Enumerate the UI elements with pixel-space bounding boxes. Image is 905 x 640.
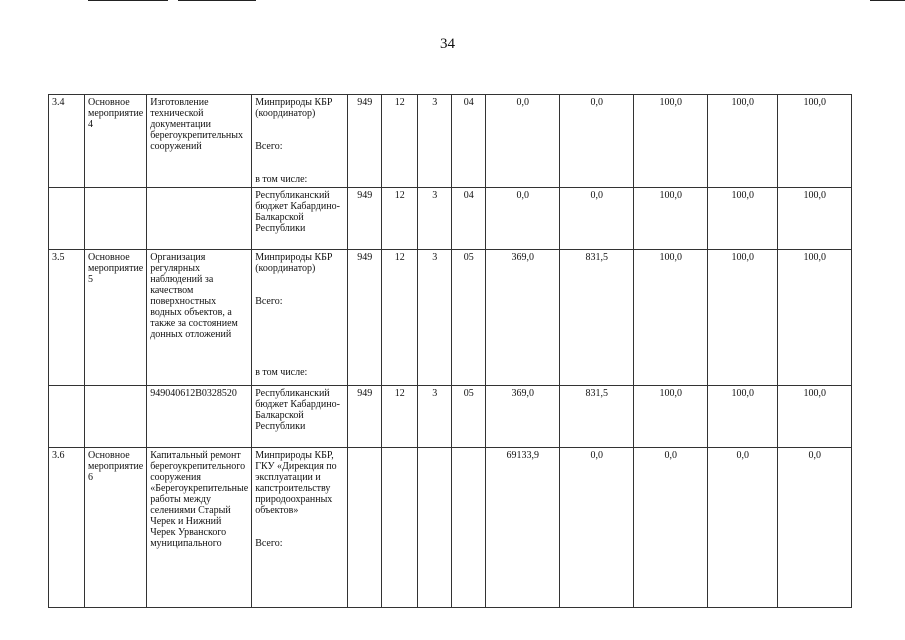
total-label: Всего: — [255, 538, 283, 549]
page-number: 34 — [440, 36, 455, 52]
value-1: 0,0 — [486, 95, 560, 188]
responsible-text: Минприроды КБР (координатор) — [255, 252, 333, 274]
value-3: 100,0 — [634, 386, 708, 448]
row-type: Основное мероприятие 6 — [85, 448, 147, 608]
code-csr: 05 — [452, 250, 486, 386]
value-4: 100,0 — [708, 95, 778, 188]
sub-responsible: Республиканский бюджет Кабардино-Балкарской Республики — [252, 386, 348, 448]
row-responsible — [252, 95, 348, 188]
row-name: Изготовление технической документации берегоукрепительных сооружений — [147, 95, 252, 188]
code-rz: 12 — [382, 188, 418, 250]
code-csr: 04 — [452, 95, 486, 188]
sub-code: 949040612В0328520 — [147, 386, 252, 448]
row-name: Капитальный ремонт берегоукрепительного сооружения «Берегоукрепительные работы между селениями Старый Черек и Нижний Черек Урванского муниципального — [147, 448, 252, 608]
value-3: 100,0 — [634, 95, 708, 188]
value-3: 100,0 — [634, 188, 708, 250]
value-4: 100,0 — [708, 386, 778, 448]
value-1: 0,0 — [486, 188, 560, 250]
value-3: 0,0 — [634, 448, 708, 608]
code-rz — [382, 448, 418, 608]
value-5: 0,0 — [778, 448, 852, 608]
code-rz: 12 — [382, 95, 418, 188]
row-number: 3.5 — [49, 250, 85, 386]
table-row — [49, 448, 852, 608]
responsible-text: Минприроды КБР (координатор) — [255, 97, 333, 119]
value-1: 69133,9 — [486, 448, 560, 608]
code-csr: 05 — [452, 386, 486, 448]
code-grbs: 949 — [348, 188, 382, 250]
row-name: Организация регулярных наблюдений за качеством поверхностных водных объектов, а также за состоянием донных отложений — [147, 250, 252, 386]
row-number: 3.4 — [49, 95, 85, 188]
code-grbs — [348, 448, 382, 608]
top-rule-right — [870, 0, 905, 1]
budget-table — [48, 94, 852, 608]
value-3: 100,0 — [634, 250, 708, 386]
code-grbs: 949 — [348, 386, 382, 448]
row-type: Основное мероприятие 5 — [85, 250, 147, 386]
table-row — [49, 386, 852, 448]
sub-code — [147, 188, 252, 250]
code-pr: 3 — [418, 250, 452, 386]
value-4: 0,0 — [708, 448, 778, 608]
including-label: в том числе: — [255, 174, 308, 185]
including-label: в том числе: — [255, 367, 308, 378]
total-label: Всего: — [255, 296, 283, 307]
sub-responsible: Республиканский бюджет Кабардино-Балкарской Республики — [252, 188, 348, 250]
code-pr: 3 — [418, 386, 452, 448]
code-rz: 12 — [382, 250, 418, 386]
code-grbs: 949 — [348, 95, 382, 188]
row-type: Основное мероприятие 4 — [85, 95, 147, 188]
row-responsible — [252, 448, 348, 608]
row-responsible — [252, 250, 348, 386]
value-2: 831,5 — [560, 250, 634, 386]
value-2: 831,5 — [560, 386, 634, 448]
code-grbs: 949 — [348, 250, 382, 386]
value-2: 0,0 — [560, 95, 634, 188]
value-1: 369,0 — [486, 250, 560, 386]
table-row — [49, 250, 852, 386]
code-csr: 04 — [452, 188, 486, 250]
code-rz: 12 — [382, 386, 418, 448]
code-pr — [418, 448, 452, 608]
value-1: 369,0 — [486, 386, 560, 448]
table-row — [49, 95, 852, 188]
code-pr: 3 — [418, 95, 452, 188]
value-5: 100,0 — [778, 188, 852, 250]
value-5: 100,0 — [778, 95, 852, 188]
code-pr: 3 — [418, 188, 452, 250]
value-4: 100,0 — [708, 188, 778, 250]
top-rule-left — [88, 0, 168, 1]
value-4: 100,0 — [708, 250, 778, 386]
value-2: 0,0 — [560, 188, 634, 250]
value-2: 0,0 — [560, 448, 634, 608]
code-csr — [452, 448, 486, 608]
table-row — [49, 188, 852, 250]
value-5: 100,0 — [778, 386, 852, 448]
row-number: 3.6 — [49, 448, 85, 608]
total-label: Всего: — [255, 141, 283, 152]
value-5: 100,0 — [778, 250, 852, 386]
responsible-text: Минприроды КБР, ГКУ «Дирекция по эксплуатации и капстроительству природоохранных объектов» — [255, 450, 337, 516]
top-rule-mid — [178, 0, 256, 1]
